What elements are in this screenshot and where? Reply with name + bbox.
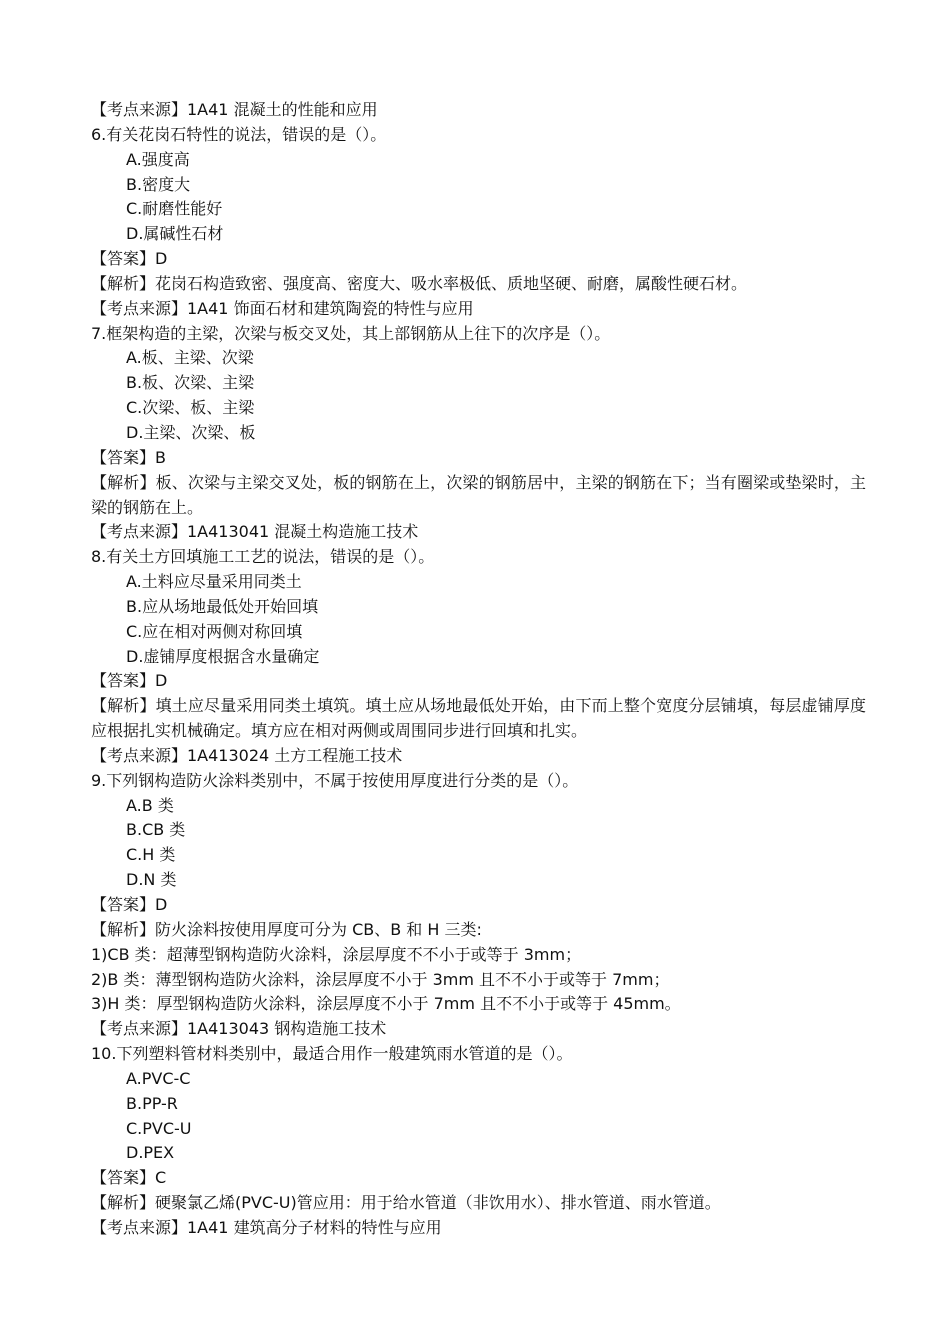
option-d: D.属碱性石材 — [126, 224, 224, 244]
option-a: A.PVC-C — [126, 1068, 191, 1088]
question-8: 8.有关土方回填施工工艺的说法，错误的是（）。 — [91, 547, 435, 567]
option-b: B.CB 类 — [126, 820, 186, 840]
option-a: A.板、主梁、次梁 — [126, 348, 254, 368]
source-line: 【考点来源】1A41 混凝土的性能和应用 — [91, 100, 378, 119]
question-10: 10.下列塑料管材料类别中，最适合用作一般建筑雨水管道的是（）。 — [91, 1044, 573, 1064]
option-a: A.B 类 — [126, 795, 174, 815]
option-b: B.应从场地最低处开始回填 — [126, 596, 319, 616]
option-a: A.土料应尽量采用同类土 — [126, 572, 302, 592]
analysis-paragraph: 【解析】填土应尽量采用同类土填筑。填土应从场地最低处开始，由下而上整个宽度分层铺填，每层虚铺厚度应根据扎实机械确定。填方应在相对两侧或周围同步进行回填和扎实。 — [91, 696, 866, 741]
analysis-item-1: 1)CB 类：超薄型钢构造防火涂料，涂层厚度不不小于或等于 3mm； — [91, 944, 582, 964]
source-line: 【考点来源】1A413024 土方工程施工技术 — [91, 745, 403, 765]
option-c: C.应在相对两侧对称回填 — [126, 621, 303, 641]
question-9: 9.下列钢构造防火涂料类别中，不属于按使用厚度进行分类的是（）。 — [91, 770, 579, 790]
option-d: D.主梁、次梁、板 — [126, 422, 256, 442]
question-6: 6.有关花岗石特性的说法，错误的是（）。 — [91, 124, 387, 144]
option-c: C.PVC-U — [126, 1118, 192, 1138]
option-b: B.PP-R — [126, 1093, 178, 1113]
source-line: 【考点来源】1A413043 钢构造施工技术 — [91, 1019, 387, 1039]
analysis-item-3: 3)H 类：厚型钢构造防火涂料，涂层厚度不小于 7mm 且不不小于或等于 45mm。 — [91, 994, 681, 1014]
source-line: 【考点来源】1A413041 混凝土构造施工技术 — [91, 522, 419, 542]
document-page — [91, 98, 866, 1241]
option-d: D.N 类 — [126, 870, 177, 890]
analysis-line: 【解析】花岗石构造致密、强度高、密度大、吸水率极低、质地坚硬、耐磨，属酸性硬石材。 — [91, 273, 748, 293]
analysis-paragraph: 【解析】板、次梁与主梁交叉处，板的钢筋在上，次梁的钢筋居中，主梁的钢筋在下；当有圈梁或垫梁时，主梁的钢筋在上。 — [91, 472, 866, 517]
option-d: D.PEX — [126, 1143, 175, 1163]
answer-line: 【答案】D — [91, 895, 168, 914]
question-7: 7.框架构造的主梁，次梁与板交叉处，其上部钢筋从上往下的次序是（）。 — [91, 323, 611, 343]
option-b: B.板、次梁、主梁 — [126, 373, 255, 393]
answer-line: 【答案】D — [91, 671, 168, 691]
source-line: 【考点来源】1A41 饰面石材和建筑陶瓷的特性与应用 — [91, 298, 474, 318]
option-d: D.虚铺厚度根据含水量确定 — [126, 646, 320, 666]
option-c: C.耐磨性能好 — [126, 199, 223, 219]
answer-line: 【答案】C — [91, 1168, 167, 1188]
option-b: B.密度大 — [126, 174, 191, 194]
answer-line: 【答案】D — [91, 249, 168, 269]
option-a: A.强度高 — [126, 149, 190, 169]
answer-line: 【答案】B — [91, 447, 166, 467]
analysis-line: 【解析】硬聚氯乙烯(PVC-U)管应用：用于给水管道（非饮用水）、排水管道、雨水管道。 — [91, 1193, 721, 1213]
analysis-line: 【解析】防火涂料按使用厚度可分为 CB、B 和 H 三类: — [91, 919, 482, 939]
option-c: C.次梁、板、主梁 — [126, 398, 255, 418]
analysis-item-2: 2)B 类：薄型钢构造防火涂料，涂层厚度不小于 3mm 且不不小于或等于 7mm； — [91, 969, 670, 989]
source-line: 【考点来源】1A41 建筑高分子材料的特性与应用 — [91, 1217, 442, 1237]
option-c: C.H 类 — [126, 845, 176, 865]
